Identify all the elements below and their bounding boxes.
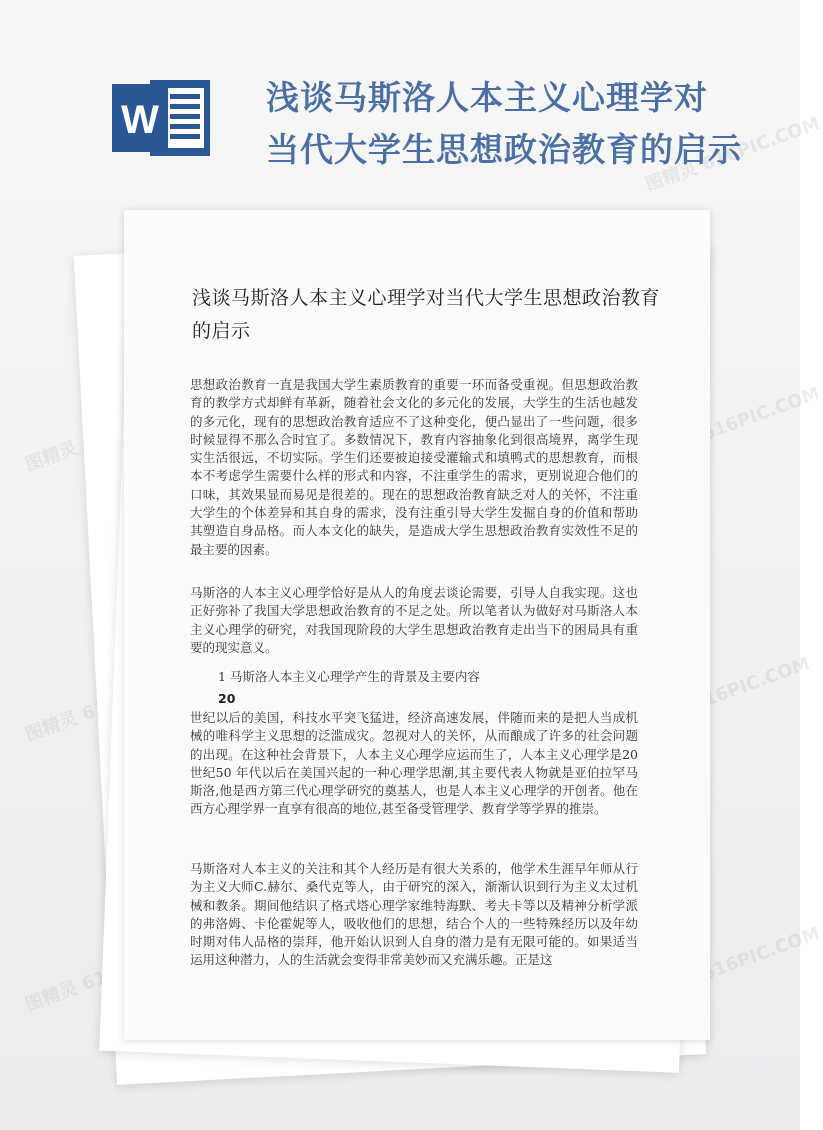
paragraph-2: 马斯洛的人本主义心理学恰好是从人的角度去谈论需要，引导人自我实现。这也正好弥补了我国大学思想政治教育的不足之处。所以笔者认为做好对马斯洛人本主义心理学的研究，对我国现阶段的大学生思想政治教育走出当下的困局具有重要的现实意义。 [190, 585, 638, 655]
watermark: 图精灵 [22, 977, 81, 1016]
header-title [266, 72, 786, 176]
watermark: 图精灵 [22, 437, 81, 476]
paragraph-1: 思想政治教育一直是我国大学生素质教育的重要一环而备受重视。但思想政治教育的教学方式却鲜有革新，随着社会文化的多元化的发展，大学生的生活也越发的多元化，现有的思想政治教育适应不了这种变化，便凸显出了一些问题，很多时候显得不那么合时宜了。多数情况下，教育内容抽象化到很高境界，离学生现实生活很远，不切实际。学生们还要被迫接受灌输式和填鸭式的思想教育，而根本不考虑学生需要什么样的形式和内容，不注重学生的需求，更别说迎合他们的口味，其效果显而易见是很差的。现在的思想政治教育缺乏对人的关怀，不注重大学生的个体差异和其自身的需求，没有注重引导大学生发掘自身的价值和帮助其塑造自身品格。而人本文化的缺失，是造成大学生思想政治教育实效性不足的最主要的因素。 [190, 377, 638, 557]
watermark: 图精灵 616PIC.COM [632, 653, 813, 736]
watermark: 图精灵 616PIC.COM [642, 923, 823, 1006]
paragraph-4: 马斯洛对人本主义的关注和其个人经历是有很大关系的，他学术生涯早年师从行为主义大师C.赫尔、桑代克等人，由于研究的深入，渐渐认识到行为主义太过机械和教条。期间他结识了格式塔心理学家维特海默、考夫卡等以及精神分析学派的弗洛姆、卡伦霍妮等人，吸收他们的思想，结合个人的一些特殊经历以及年幼时期对伟人品格的崇拜，他开始认识到人自身的潜力是有无限可能的。如果适当运用这种潜力，人的生活就会变得非常美妙而又充满乐趣。正是这 [190, 861, 638, 968]
header [0, 0, 800, 205]
document-page [124, 210, 710, 1040]
watermark: 图精灵 616PIC.COM [642, 383, 823, 466]
word-document-icon [112, 74, 214, 162]
section-number-20: 20 [218, 691, 236, 706]
svg-text:W: W [121, 98, 159, 142]
header-title-line1: 浅谈马斯洛人本主义心理学对 [266, 78, 708, 117]
section-heading: 1 马斯洛人本主义心理学产生的背景及主要内容 [218, 669, 480, 684]
watermark: 图精灵 616PIC.COM [642, 113, 823, 196]
header-title-line2: 当代大学生思想政治教育的启示 [266, 130, 742, 169]
paragraph-3: 世纪以后的美国，科技水平突飞猛进，经济高速发展，伴随而来的是把人当成机械的唯科学主义思想的泛滥成灾。忽视对人的关怀，从而酿成了许多的社会问题的出现。在这种社会背景下，人本主义心理学应运而生了，人本主义心理学是20 世纪50 年代以后在美国兴起的一种心理学思潮,其主要代表人物就是亚伯拉罕马斯洛,他是西方第三代心理学研究的奠基人，也是人本主义心理学的开创者。他在西方心理学界一直享有很高的地位,甚至备受管理学、教育学等学界的推崇。 [190, 710, 638, 817]
document-title: 浅谈马斯洛人本主义心理学对当代大学生思想政治教育的启示 [192, 287, 661, 342]
watermark: 图精灵 [22, 707, 81, 746]
